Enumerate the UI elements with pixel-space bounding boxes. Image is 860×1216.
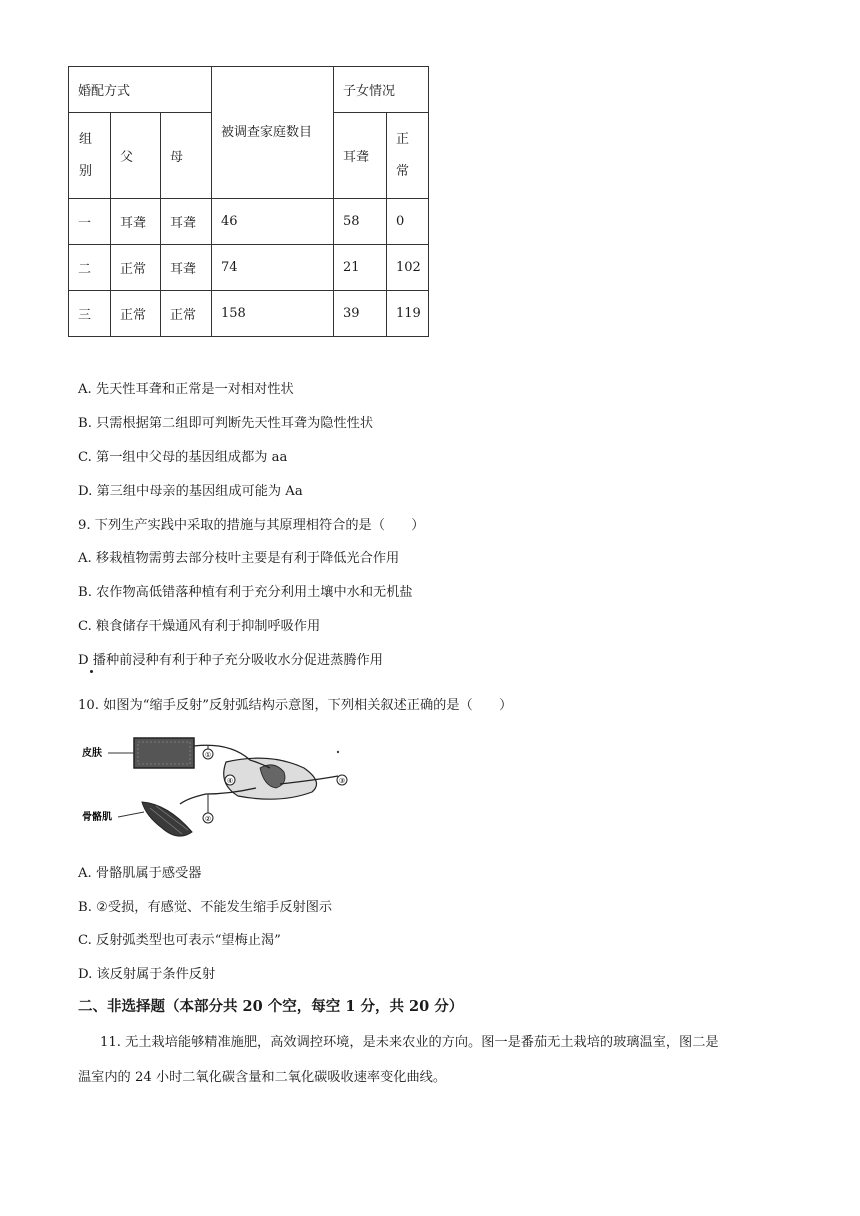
cell-father: 正常 <box>111 291 161 337</box>
header-children: 子女情况 <box>334 67 429 113</box>
deafness-survey-table <box>68 66 429 337</box>
cell-deaf: 58 <box>334 199 387 245</box>
marker-3 <box>337 775 347 785</box>
cell-group: 三 <box>69 291 111 337</box>
q10-option-a: A. 骨骼肌属于感受器 <box>78 866 202 881</box>
cell-normal: 0 <box>387 199 429 245</box>
cell-deaf: 21 <box>334 245 387 291</box>
cell-mother: 耳聋 <box>161 199 212 245</box>
marker-4 <box>225 775 235 785</box>
muscle-leader-line <box>118 812 144 817</box>
header-mother: 母 <box>161 113 212 199</box>
header-deaf: 耳聋 <box>334 113 387 199</box>
q9-option-b: B. 农作物高低错落种植有利于充分利用土壤中水和无机盐 <box>78 585 413 600</box>
cell-group: 二 <box>69 245 111 291</box>
header-families: 被调查家庭数目 <box>212 67 334 199</box>
cell-father: 正常 <box>111 245 161 291</box>
cell-group: 一 <box>69 199 111 245</box>
table-row <box>69 199 429 245</box>
stray-dot <box>90 670 93 673</box>
q10-option-b: B. ②受损，有感觉、不能发生缩手反射图示 <box>78 900 333 915</box>
marker-2 <box>203 813 213 823</box>
q10-option-d: D. 该反射属于条件反射 <box>78 967 216 982</box>
q8-option-c: C. 第一组中父母的基因组成都为 aa <box>78 450 288 465</box>
cell-normal: 119 <box>387 291 429 337</box>
skin-label: 皮肤 <box>82 748 102 759</box>
cell-deaf: 39 <box>334 291 387 337</box>
q9-option-c: C. 粮食储存干燥通风有利于抑制呼吸作用 <box>78 619 321 634</box>
skin-block <box>134 738 194 768</box>
header-group: 组别 <box>69 113 111 199</box>
section-heading: 二、非选择题（本部分共 20 个空，每空 1 分，共 20 分） <box>78 998 464 1015</box>
svg-text:①: ① <box>204 751 212 759</box>
header-mating: 婚配方式 <box>69 67 212 113</box>
svg-text:②: ② <box>204 815 212 823</box>
cell-normal: 102 <box>387 245 429 291</box>
q8-option-a: A. 先天性耳聋和正常是一对相对性状 <box>78 382 294 397</box>
header-normal: 正常 <box>387 113 429 199</box>
q9-option-d: D 播种前浸种有利于种子充分吸收水分促进蒸腾作用 <box>78 653 383 668</box>
q8-option-d: D. 第三组中母亲的基因组成可能为 Aa <box>78 484 303 499</box>
speck <box>337 751 339 753</box>
header-father: 父 <box>111 113 161 199</box>
table-row <box>69 291 429 337</box>
table-row <box>69 245 429 291</box>
spinal-cord-section <box>224 758 317 799</box>
q8-option-b: B. 只需根据第二组即可判断先天性耳聋为隐性性状 <box>78 416 374 431</box>
reflex-arc-figure <box>80 724 360 850</box>
q11-line-2: 温室内的 24 小时二氧化碳含量和二氧化碳吸收速率变化曲线。 <box>78 1070 447 1085</box>
muscle-shape <box>142 802 192 836</box>
q10-option-c: C. 反射弧类型也可表示“望梅止渴” <box>78 933 281 948</box>
q10-stem: 10. 如图为“缩手反射”反射弧结构示意图，下列相关叙述正确的是（ ） <box>78 698 513 713</box>
cell-mother: 耳聋 <box>161 245 212 291</box>
svg-text:④: ④ <box>226 777 234 785</box>
q9-option-a: A. 移栽植物需剪去部分枝叶主要是有利于降低光合作用 <box>78 551 400 566</box>
q9-stem: 9. 下列生产实践中采取的措施与其原理相符合的是（ ） <box>78 518 425 533</box>
q11-line-1: 11. 无土栽培能够精准施肥，高效调控环境，是未来农业的方向。图一是番茄无土栽培的玻璃温室，图二是 <box>100 1035 719 1050</box>
marker-1 <box>203 749 213 759</box>
svg-text:③: ③ <box>338 777 346 785</box>
cell-father: 耳聋 <box>111 199 161 245</box>
cell-families: 74 <box>212 245 334 291</box>
cell-mother: 正常 <box>161 291 212 337</box>
cell-families: 158 <box>212 291 334 337</box>
muscle-label: 骨骼肌 <box>82 812 112 823</box>
cell-families: 46 <box>212 199 334 245</box>
